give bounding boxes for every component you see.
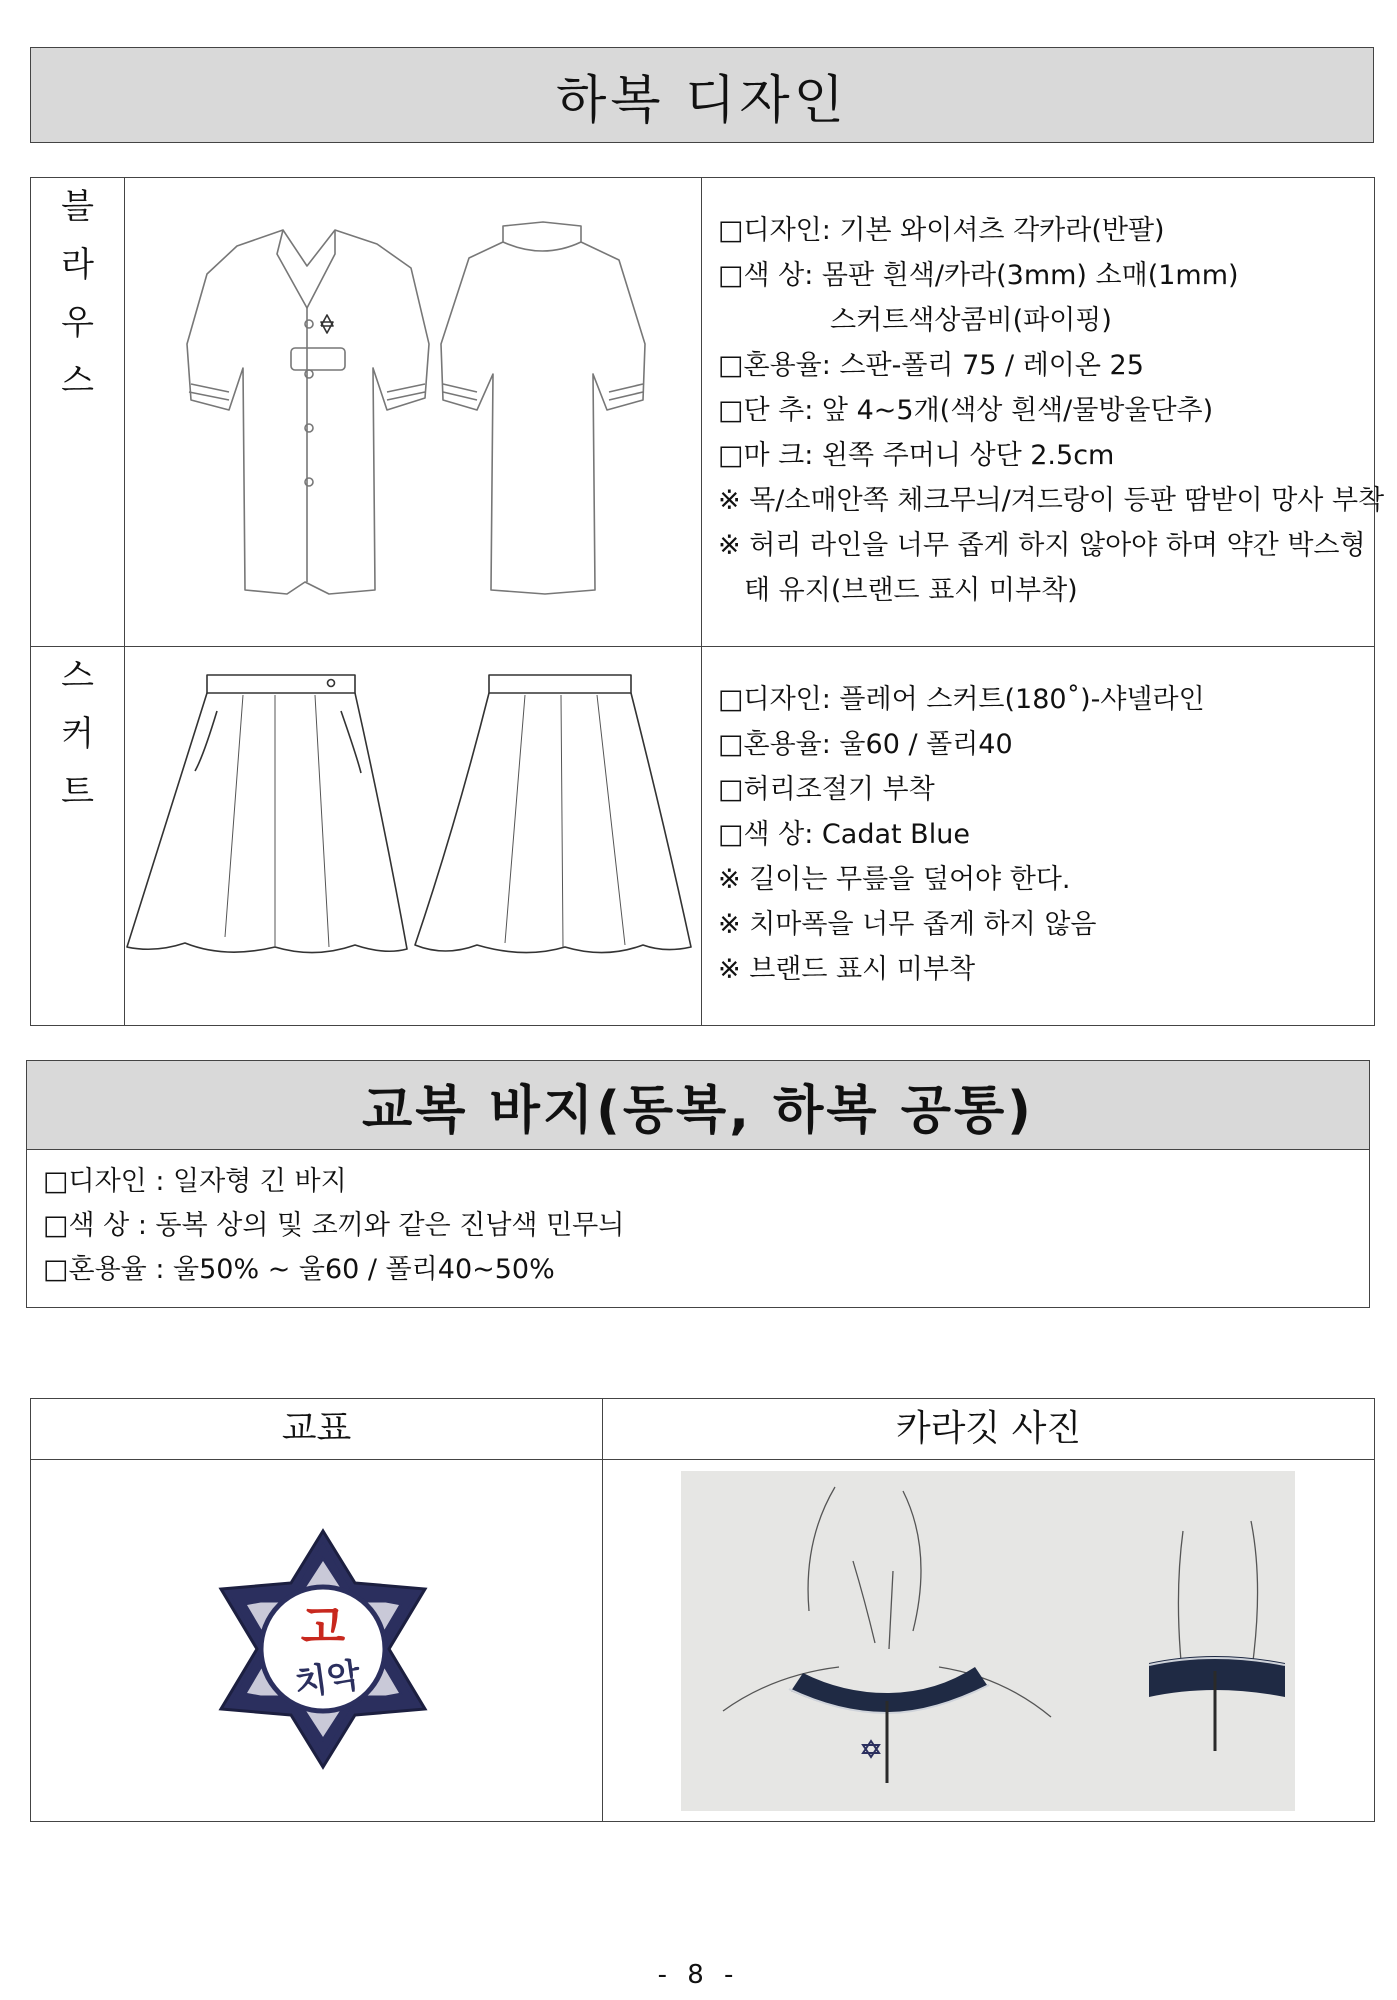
- collar-caption: 카라깃 사진: [895, 1408, 1082, 1449]
- skirt-spec-item: ※ 치마폭을 너무 좁게 하지 않음: [718, 909, 1097, 940]
- blouse-spec-item: 태 유지(브랜드 표시 미부착): [744, 575, 1078, 606]
- school-emblem: [31, 1461, 603, 1821]
- pants-spec-item: □색 상 : 동복 상의 및 조끼와 같은 진남색 민무늬: [43, 1210, 625, 1241]
- blouse-spec-item: □디자인: 기본 와이셔츠 각카라(반팔): [718, 215, 1165, 246]
- blouse-label-char: 우: [61, 303, 94, 343]
- skirt-front-outline: [127, 693, 407, 953]
- collar-caption-cell: [603, 1399, 1375, 1460]
- skirt-label-char: 커: [61, 714, 94, 754]
- blouse-label: [31, 178, 124, 410]
- skirt-back-waistband: [489, 675, 631, 693]
- skirt-label-char: 트: [61, 772, 94, 812]
- skirt-spec-list: [702, 647, 1374, 992]
- skirt-row: [31, 647, 1375, 1026]
- blouse-label-char: 스: [61, 361, 94, 401]
- skirt-back-outline: [415, 693, 691, 953]
- pants-spec-item: □혼용율 : 울50% ~ 울60 / 폴리40~50%: [43, 1254, 555, 1285]
- skirt-label: [31, 647, 124, 821]
- blouse-spec-item: □단 추: 앞 4~5개(색상 흰색/물방울단추): [718, 395, 1214, 426]
- skirt-label-cell: [31, 647, 125, 1026]
- page-number: - 8 -: [657, 1960, 740, 1990]
- blouse-spec-list: [702, 178, 1385, 613]
- blouse-label-cell: [31, 178, 125, 647]
- image-row: [31, 1460, 1375, 1822]
- blouse-label-char: 라: [61, 245, 94, 285]
- skirt-sketch-cell: [125, 647, 702, 1026]
- pants-title-text: 교복 바지(동복, 하복 공통): [362, 1080, 1034, 1141]
- blouse-sketch-cell: [125, 178, 702, 647]
- blouse-spec-item: 스커트색상콤비(파이핑): [830, 305, 1112, 336]
- skirt-spec-item: □디자인: 플레어 스커트(180˚)-샤넬라인: [718, 684, 1205, 715]
- blouse-spec-item: □혼용율: 스판-폴리 75 / 레이온 25: [718, 350, 1144, 381]
- blouse-row: [31, 178, 1375, 647]
- caption-row: [31, 1399, 1375, 1460]
- blouse-label-char: 블: [61, 187, 94, 227]
- pants-spec-item: □디자인 : 일자형 긴 바지: [43, 1166, 347, 1197]
- pants-spec-box: [26, 1150, 1370, 1308]
- emblem-cell: [31, 1460, 603, 1822]
- summer-design-title: [30, 47, 1374, 143]
- blouse-spec-item: ※ 허리 라인을 너무 좁게 하지 않아야 하며 약간 박스형: [718, 530, 1366, 561]
- emblem-collar-table: [30, 1398, 1375, 1822]
- emblem-top-text: 고: [300, 1599, 346, 1654]
- skirt-label-char: 스: [61, 656, 94, 696]
- summer-design-table: [30, 177, 1385, 1026]
- skirt-spec-item: ※ 길이는 무릎을 덮어야 한다.: [718, 864, 1071, 895]
- summer-design-title-text: 하복 디자인: [556, 70, 848, 131]
- emblem-caption: 교표: [281, 1408, 352, 1449]
- skirt-spec-cell: [702, 647, 1375, 1026]
- skirt-sketch: [125, 647, 702, 1025]
- blouse-spec-item: ※ 목/소매안쪽 체크무늬/겨드랑이 등판 땀받이 망사 부착: [718, 485, 1385, 516]
- blouse-front-outline: [187, 230, 429, 594]
- blouse-spec-item: □마 크: 왼쪽 주머니 상단 2.5cm: [718, 440, 1115, 471]
- emblem-caption-cell: [31, 1399, 603, 1460]
- collar-photo: [603, 1461, 1375, 1821]
- blouse-back-outline: [441, 222, 645, 594]
- collar-photo-cell: [603, 1460, 1375, 1822]
- blouse-emblem-mark: [321, 315, 333, 333]
- emblem-bottom-text: 치악: [291, 1654, 363, 1704]
- pants-title: [26, 1060, 1370, 1150]
- skirt-front-waistband: [207, 675, 355, 693]
- blouse-spec-item: □색 상: 몸판 흰색/카라(3mm) 소매(1mm): [718, 260, 1239, 291]
- blouse-spec-cell: [702, 178, 1385, 647]
- blouse-sketch: [125, 178, 702, 646]
- skirt-spec-item: □허리조절기 부착: [718, 774, 935, 805]
- skirt-spec-item: □혼용율: 울60 / 폴리40: [718, 729, 1013, 760]
- skirt-spec-item: □색 상: Cadat Blue: [718, 819, 970, 850]
- skirt-spec-item: ※ 브랜드 표시 미부착: [718, 954, 976, 985]
